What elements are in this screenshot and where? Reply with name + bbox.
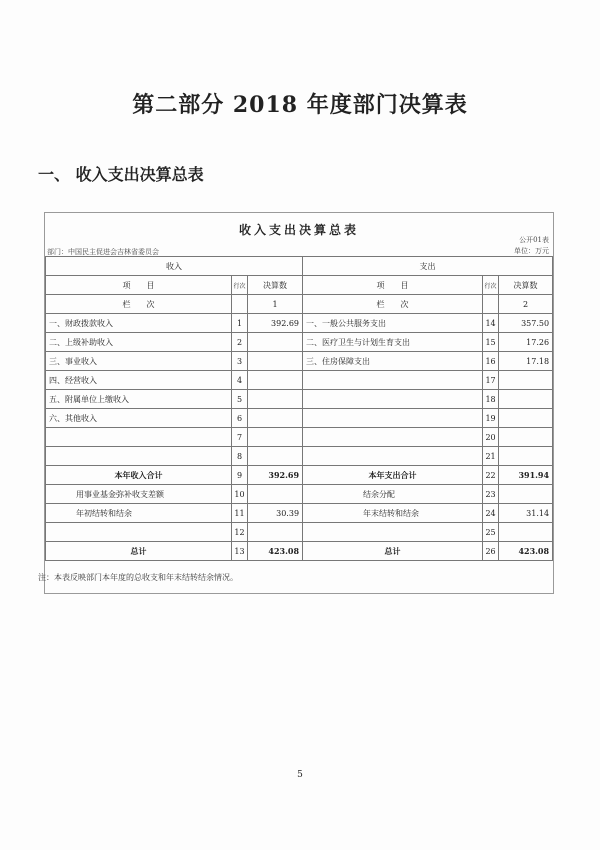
- table-header-row: [46, 257, 553, 276]
- table-row: [46, 371, 553, 390]
- table-row: [46, 523, 553, 542]
- page-number: 5: [297, 770, 303, 780]
- expense-row-number: 14: [483, 314, 499, 333]
- income-row-number: 7: [232, 428, 248, 447]
- income-item: [46, 447, 232, 466]
- income-amount: [248, 390, 303, 409]
- income-item: 三、事业收入: [46, 352, 232, 371]
- income-amount: 30.39: [248, 504, 303, 523]
- income-row-col: 行次: [232, 276, 248, 295]
- income-amount: 392.69: [248, 314, 303, 333]
- expense-row-number: 26: [483, 542, 499, 561]
- expense-item: [303, 390, 483, 409]
- income-item: 五、附属单位上缴收入: [46, 390, 232, 409]
- income-row-number: 2: [232, 333, 248, 352]
- income-item-col: 项 目: [46, 276, 232, 295]
- income-item: [46, 428, 232, 447]
- expense-row-number: 24: [483, 504, 499, 523]
- income-item: 用事业基金弥补收支差额: [46, 485, 232, 504]
- income-item: [46, 523, 232, 542]
- income-item: 六、其他收入: [46, 409, 232, 428]
- table-row: [46, 504, 553, 523]
- expense-item: [303, 447, 483, 466]
- expense-item: [303, 409, 483, 428]
- income-row-number: 9: [232, 466, 248, 485]
- income-header: 收入: [46, 257, 303, 276]
- expense-item: [303, 371, 483, 390]
- summary-table-frame: [44, 212, 554, 594]
- income-amount: [248, 409, 303, 428]
- table-row: [46, 314, 553, 333]
- expense-amount: 17.18: [499, 352, 553, 371]
- income-row-number: 8: [232, 447, 248, 466]
- income-amount: [248, 485, 303, 504]
- income-amount: [248, 333, 303, 352]
- expense-amount: 423.08: [499, 542, 553, 561]
- table-row: [46, 485, 553, 504]
- table-note: 注：本表反映部门本年度的总收支和年末结转结余情况。: [38, 573, 238, 582]
- expense-item: 总计: [303, 542, 483, 561]
- income-amount-col: 决算数: [248, 276, 303, 295]
- income-expense-table: [45, 256, 553, 561]
- income-row-number: 3: [232, 352, 248, 371]
- expense-amount: [499, 447, 553, 466]
- section-title: 一、 收入支出决算总表: [38, 165, 204, 184]
- income-amount: [248, 352, 303, 371]
- expense-amount: 31.14: [499, 504, 553, 523]
- income-item: 一、财政拨款收入: [46, 314, 232, 333]
- table-department: 部门：中国民主促进会吉林省委员会: [47, 248, 159, 256]
- income-row-number: 12: [232, 523, 248, 542]
- expense-item: 二、医疗卫生与计划生育支出: [303, 333, 483, 352]
- expense-amount-col: 决算数: [499, 276, 553, 295]
- expense-row-number: 16: [483, 352, 499, 371]
- expense-row-number: 25: [483, 523, 499, 542]
- table-row: [46, 542, 553, 561]
- income-item: 本年收入合计: [46, 466, 232, 485]
- income-amount: [248, 371, 303, 390]
- table-row: [46, 409, 553, 428]
- table-title: 收入支出决算总表: [238, 223, 359, 237]
- lanci-row: [46, 295, 553, 314]
- expense-amount: 17.26: [499, 333, 553, 352]
- expense-item: 三、住房保障支出: [303, 352, 483, 371]
- table-code: 公开01表: [519, 236, 549, 244]
- expense-item: [303, 523, 483, 542]
- expense-amount: [499, 371, 553, 390]
- table-row: [46, 428, 553, 447]
- expense-row-number: 23: [483, 485, 499, 504]
- income-row-number: 13: [232, 542, 248, 561]
- expense-row-number: 17: [483, 371, 499, 390]
- expense-amount: [499, 428, 553, 447]
- income-row-number: 5: [232, 390, 248, 409]
- expense-item: 本年支出合计: [303, 466, 483, 485]
- page-title: 第二部分 2018 年度部门决算表: [132, 92, 468, 118]
- expense-amount: [499, 485, 553, 504]
- expense-row-number: 15: [483, 333, 499, 352]
- income-item: 四、经营收入: [46, 371, 232, 390]
- income-amount: [248, 523, 303, 542]
- table-row: [46, 466, 553, 485]
- table-row: [46, 333, 553, 352]
- expense-amount: [499, 523, 553, 542]
- expense-row-number: 22: [483, 466, 499, 485]
- income-row-number: 1: [232, 314, 248, 333]
- expense-amount: [499, 409, 553, 428]
- table-row: [46, 390, 553, 409]
- income-amount: 423.08: [248, 542, 303, 561]
- expense-lanci-label: 栏 次: [303, 295, 483, 314]
- expense-amount: [499, 390, 553, 409]
- income-row-number: 11: [232, 504, 248, 523]
- income-row-number: 6: [232, 409, 248, 428]
- expense-item-col: 项 目: [303, 276, 483, 295]
- table-row: [46, 447, 553, 466]
- column-header-row: [46, 276, 553, 295]
- income-col-number: 1: [248, 295, 303, 314]
- income-item: 年初结转和结余: [46, 504, 232, 523]
- expense-row-number: 20: [483, 428, 499, 447]
- table-unit: 单位：万元: [514, 247, 549, 255]
- expense-row-number: 21: [483, 447, 499, 466]
- expense-col-number: 2: [499, 295, 553, 314]
- income-item: 二、上级补助收入: [46, 333, 232, 352]
- expense-amount: 357.50: [499, 314, 553, 333]
- expense-item: 一、一般公共服务支出: [303, 314, 483, 333]
- income-row-number: 4: [232, 371, 248, 390]
- expense-item: [303, 428, 483, 447]
- income-amount: [248, 428, 303, 447]
- income-amount: 392.69: [248, 466, 303, 485]
- expense-row-number: 19: [483, 409, 499, 428]
- table-row: [46, 352, 553, 371]
- expense-amount: 391.94: [499, 466, 553, 485]
- expense-item: 年末结转和结余: [303, 504, 483, 523]
- expense-row-number: 18: [483, 390, 499, 409]
- income-row-number: 10: [232, 485, 248, 504]
- expense-header: 支出: [303, 257, 553, 276]
- income-amount: [248, 447, 303, 466]
- expense-row-col: 行次: [483, 276, 499, 295]
- expense-item: 结余分配: [303, 485, 483, 504]
- income-lanci-label: 栏 次: [46, 295, 232, 314]
- income-item: 总计: [46, 542, 232, 561]
